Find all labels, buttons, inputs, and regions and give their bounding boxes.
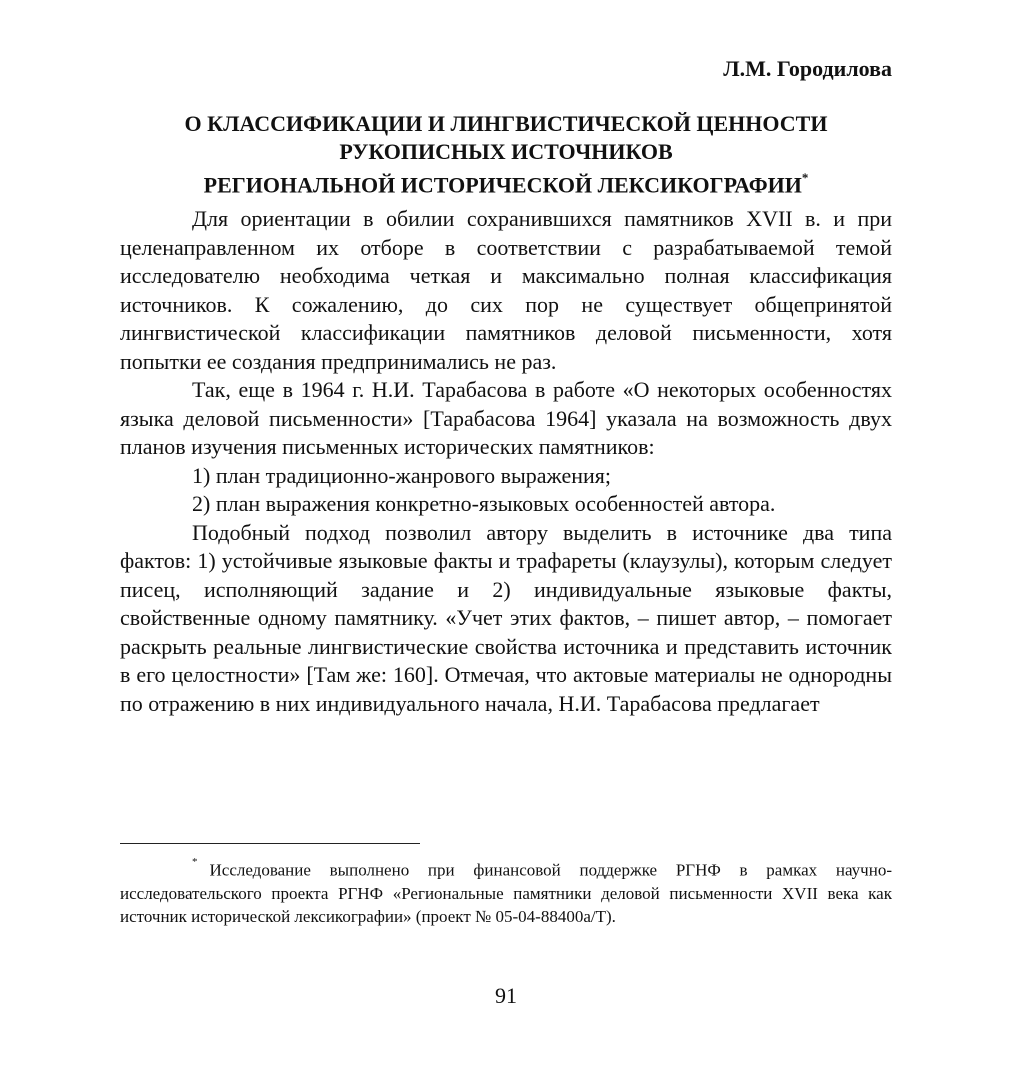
title-line-3-text: РЕГИОНАЛЬНОЙ ИСТОРИЧЕСКОЙ ЛЕКСИКОГРАФИИ [203, 172, 802, 198]
list-item-1: 1) план традиционно-жанрового выражения; [192, 462, 611, 488]
title-line-2: РУКОПИСНЫХ ИСТОЧНИКОВ [339, 139, 673, 164]
page-number: 91 [495, 983, 517, 1008]
list-item-2: 2) план выражения конкретно-языковых особенностей автора. [192, 491, 776, 516]
article-body [120, 205, 892, 718]
footnote-divider [120, 843, 420, 844]
title-line-1: О КЛАССИФИКАЦИИ И ЛИНГВИСТИЧЕСКОЙ ЦЕННОСТИ [184, 111, 828, 136]
article-title [120, 110, 892, 199]
footnote [120, 855, 892, 928]
body-paragraph-1: Для ориентации в обилии сохранившихся памятников XVII в. и при целенаправленном их отборе в соответствии с разрабатываемой темой исследователю необходима четкая и максимально полная классификация источников. К сожалению, до сих пор не существует общепринятой лингвистической классификации памятников деловой письменности, хотя попытки ее создания предпринимались не раз. [120, 206, 892, 374]
footnote-text: Исследование выполнено при финансовой поддержке РГНФ в рамках научно-исследовательского проекта РГНФ «Региональные памятники деловой письменности XVII века как источник исторической лексикографии» (проект № 05-04-88400а/Т). [120, 860, 892, 926]
author-name: Л.М. Городилова [723, 56, 892, 81]
title-line-3 [120, 166, 892, 199]
body-paragraph-2: Так, еще в 1964 г. Н.И. Тарабасова в работе «О некоторых особенностях языка деловой письменности» [Тарабасова 1964] указала на возможность двух планов изучения письменных исторических памятников: [120, 377, 892, 459]
body-paragraph-3: Подобный подход позволил автору выделить в источнике два типа фактов: 1) устойчивые языковые факты и трафареты (клаузулы), которым следует писец, исполняющий задание и 2) индивидуальные языковые факты, свойственные одному памятнику. «Учет этих фактов, – пишет автор, – помогает раскрыть реальные лингвистические свойства источника и представить источник в его целостности» [Там же: 160]. Отмечая, что актовые материалы не однородны по отражению в них индивидуального начала, Н.И. Тарабасова предлагает [120, 519, 892, 716]
title-footnote-mark: * [801, 170, 809, 185]
footnote-mark: * [192, 856, 198, 868]
